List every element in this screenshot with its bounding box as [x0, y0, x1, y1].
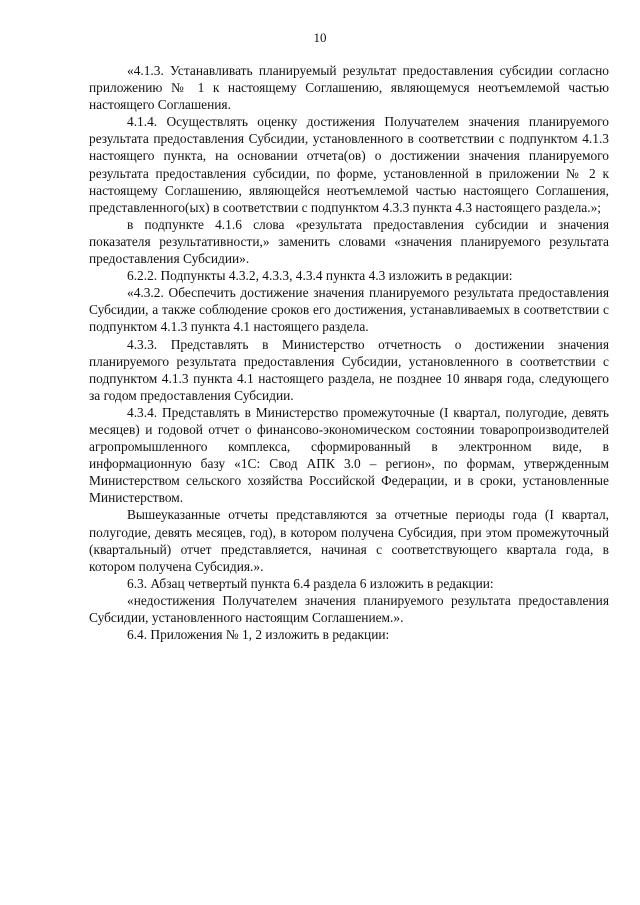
- paragraph-4-1-4: 4.1.4. Осуществлять оценку достижения Получателем значения планируемого результата предоставления Субсидии, установленного в соответствии с подпунктом 4.1.3 настоящего пункта, на основании отчета(ов) о достижении значения планируемого результата предоставления субсидии, по форме, установленной в приложении № 2 к настоящему Соглашению, являющейся неотъемлемой частью настоящего Соглашения, представленного(ых) в соответствии с подпунктом 4.3.3 пункта 4.3 настоящего раздела.»;: [89, 114, 609, 215]
- paragraph-6-4: 6.4. Приложения № 1, 2 изложить в редакции:: [127, 627, 390, 643]
- paragraph-6-3-text: «недостижения Получателем значения планируемого результата предоставления Субсидии, установленного настоящим Соглашением.».: [89, 592, 609, 625]
- paragraph-4-1-3: «4.1.3. Устанавливать планируемый результат предоставления субсидии согласно приложению № 1 к настоящему Соглашению, являющемуся неотъемлемой частью настоящего Соглашения.: [89, 63, 609, 113]
- paragraph-reports-periods: Вышеуказанные отчеты представляются за отчетные периоды года (I квартал, полугодие, девять месяцев, год), в котором получена Субсидия, при этом промежуточный (квартальный) отчет представляется, начиная с соответствующего квартала года, в котором получена Субсидия.».: [89, 507, 609, 574]
- paragraph-4-3-2: «4.3.2. Обеспечить достижение значения планируемого результата предоставления Субсидии, а также соблюдение сроков его достижения, устанавливаемых в соответствии с подпунктом 4.1.3 пункта 4.1 настоящего раздела.: [89, 285, 609, 335]
- document-body: [89, 62, 609, 643]
- paragraph-4-3-3: 4.3.3. Представлять в Министерство отчетность о достижении значения планируемого результата предоставления Субсидии, установленного в соответствии с подпунктом 4.1.3 пункта 4.1 настоящего раздела, не позднее 10 января года, следующего за годом предоставления Субсидии.: [89, 336, 609, 403]
- paragraph-4-3-4: 4.3.4. Представлять в Министерство промежуточные (I квартал, полугодие, девять месяцев) и годовой отчет о финансово-экономическом состоянии товаропроизводителей агропромышленного комплекса, сформированный в электронном виде, в информационную базу «1С: Свод АПК 3.0 – регион», по формам, утвержденным Министерством сельского хозяйства Российской Федерации, и в сроки, установленные Министерством.: [89, 404, 609, 506]
- page-number: 10: [313, 30, 327, 45]
- paragraph-6-3: 6.3. Абзац четвертый пункта 6.4 раздела 6 изложить в редакции:: [127, 575, 494, 591]
- paragraph-6-2-2: 6.2.2. Подпункты 4.3.2, 4.3.3, 4.3.4 пункта 4.3 изложить в редакции:: [127, 268, 513, 284]
- paragraph-4-1-6-amendment: в подпункте 4.1.6 слова «результата предоставления субсидии и значения показателя результативности,» заменить словами «значения планируемого результата предоставления Субсидии».: [89, 216, 609, 267]
